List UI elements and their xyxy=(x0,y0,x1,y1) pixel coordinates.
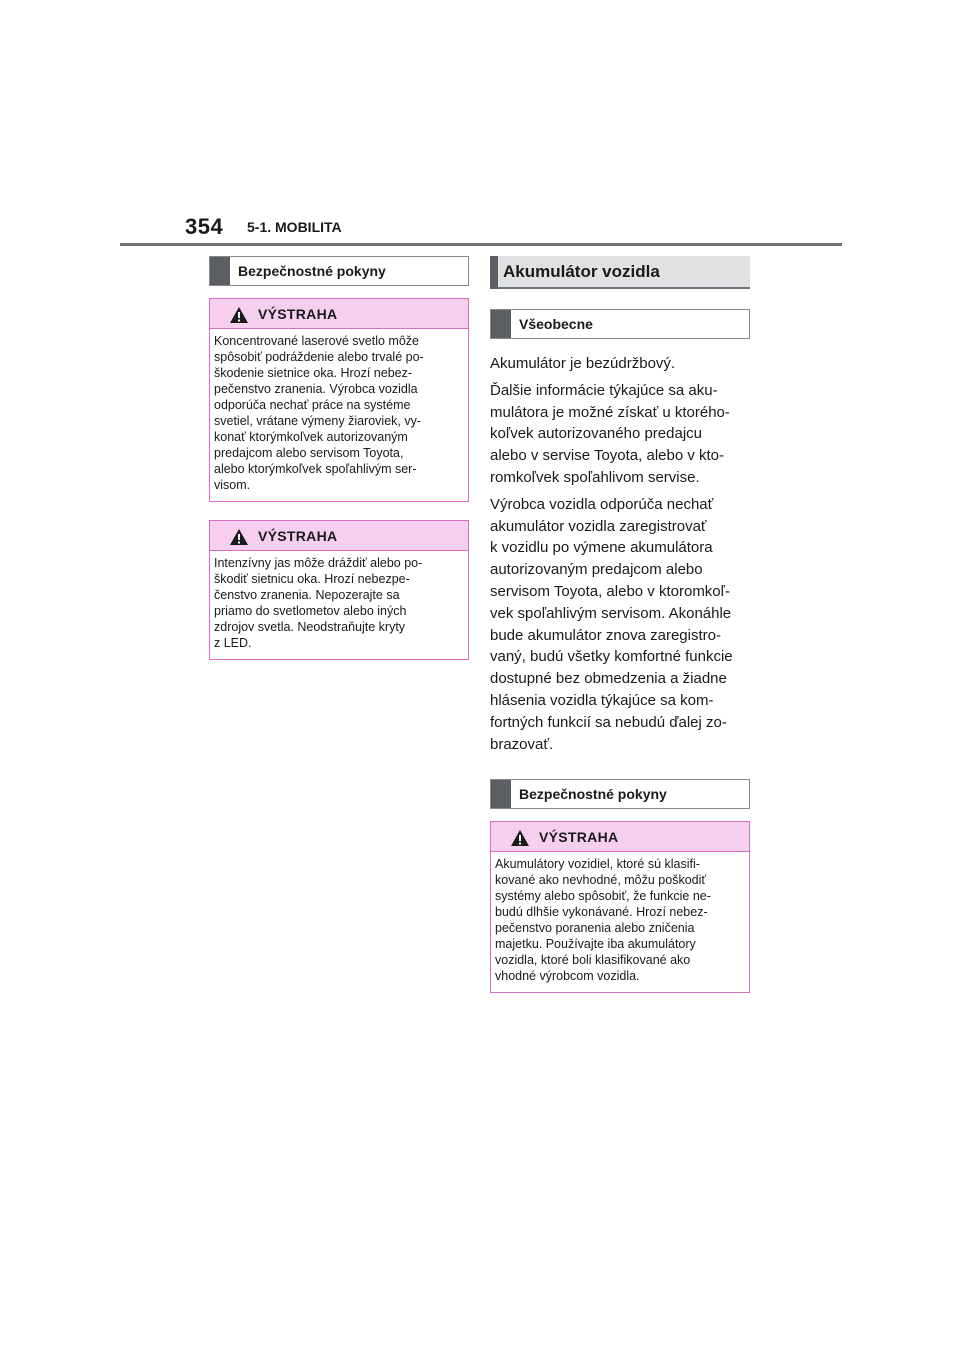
main-heading xyxy=(490,256,750,289)
left-column xyxy=(209,256,469,660)
warning-triangle-icon xyxy=(229,528,249,546)
warning-header xyxy=(491,822,749,852)
warning-text: Koncentrované laserové svetlo môže spôsobiť podráždenie alebo trvalé po- škodenie sietnice oka. Hrozí nebez- pečenstvo zranenia. Výrobca vozidla odporúča nechať práce na systéme svetiel, vrátane výmeny žiaroviek, vy- konať ktorýmkoľvek autorizovaným predajcom alebo servisom Toyota, alebo ktorýmkoľvek spoľahlivým ser- visom. xyxy=(214,334,424,492)
warning-label: VÝSTRAHA xyxy=(539,829,619,846)
subsection-heading xyxy=(490,309,750,339)
section-heading xyxy=(209,256,469,286)
main-heading-label: Akumulátor vozidla xyxy=(503,262,660,281)
section-heading-label: Bezpečnostné pokyny xyxy=(519,786,667,803)
body-text xyxy=(490,353,750,755)
warning-label: VÝSTRAHA xyxy=(258,528,338,544)
section-heading xyxy=(490,779,750,809)
warning-label: VÝSTRAHA xyxy=(258,306,338,322)
right-column xyxy=(490,256,750,993)
page-number: 354 xyxy=(185,214,224,239)
warning-box xyxy=(490,821,750,993)
warning-triangle-icon xyxy=(510,829,530,847)
warning-box xyxy=(209,520,469,660)
warning-box xyxy=(209,298,469,502)
paragraph: Ďalšie informácie týkajúce sa aku- mulátora je možné získať u ktorého- koľvek autorizovaného predajcu alebo v servise Toyota, alebo v kto- romkoľvek spoľahlivom servise. xyxy=(490,381,730,486)
warning-triangle-icon xyxy=(229,306,249,324)
section-heading-label: Bezpečnostné pokyny xyxy=(238,263,386,279)
paragraph: Výrobca vozidla odporúča nechať akumulátor vozidla zaregistrovať k vozidlu po výmene akumulátora autorizovaným predajcom alebo servisom Toyota, alebo v ktoromkoľ- vek spoľahlivým servisom. Akonáhle bude akumulátor znova zaregistro- vaný, budú všetky komfortné funkcie dostupné bez obmedzenia a žiadne hlásenia vozidla týkajúce sa kom- fortných funkcií sa nebudú ďalej zo- brazovať. xyxy=(490,495,733,753)
subsection-heading-label: Všeobecne xyxy=(519,316,593,332)
warning-text: Intenzívny jas môže dráždiť alebo po- škodiť sietnicu oka. Hrozí nebezpe- čenstvo zranenia. Nepozerajte sa priamo do svetlometov alebo iných zdrojov svetla. Neodstraňujte kryty z LED. xyxy=(214,556,423,650)
warning-header xyxy=(210,521,468,551)
paragraph: Akumulátor je bezúdržbový. xyxy=(490,355,676,372)
header-divider xyxy=(120,243,842,246)
warning-header xyxy=(210,299,468,329)
warning-text: Akumulátory vozidiel, ktoré sú klasifi- kované ako nevhodné, môžu poškodiť systémy alebo spôsobiť, že funkcie ne- budú dlhšie vykonávané. Hrozí nebez- pečenstvo poranenia alebo zničenia majetku. Používajte iba akumulátory vozidla, ktoré boli klasifikované ako vhodné výrobcom vozidla. xyxy=(495,857,711,984)
chapter-title: 5-1. MOBILITA xyxy=(247,219,342,235)
